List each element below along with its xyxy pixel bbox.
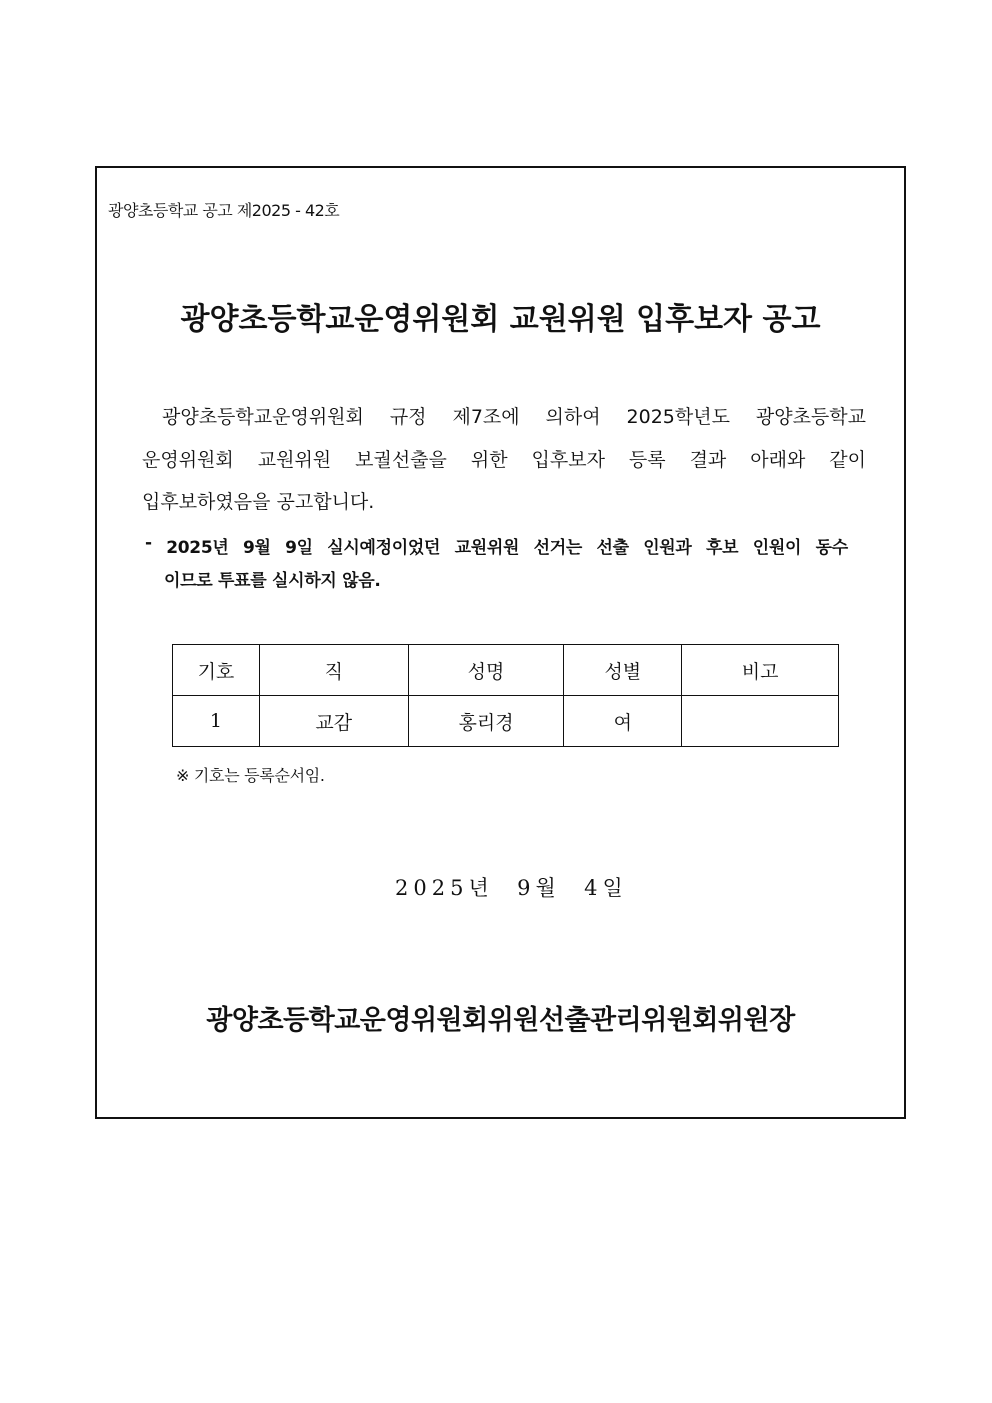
- table-header-row: [173, 645, 839, 696]
- note-word: 동수: [815, 538, 848, 558]
- header-remarks: 비고: [682, 645, 839, 696]
- note-word: -: [145, 533, 152, 553]
- note-word: 선출: [596, 538, 629, 558]
- paragraph-word: 보궐선출을: [355, 449, 447, 471]
- paragraph-word: 의하여: [545, 406, 601, 428]
- note-line-1: [145, 533, 848, 558]
- paragraph-line-3: 입후보하였음을 공고합니다.: [142, 491, 375, 513]
- paragraph-word: 같이: [829, 449, 866, 471]
- note-line-2: 이므로 투표를 실시하지 않음.: [164, 571, 381, 591]
- cell-number: 1: [173, 696, 260, 747]
- note-word: 교원위원: [454, 538, 520, 558]
- header-name: 성명: [408, 645, 564, 696]
- cell-remarks: [682, 696, 839, 747]
- note-word: 선거는: [533, 538, 582, 558]
- paragraph-word: 등록: [628, 449, 666, 471]
- paragraph-word: 교원위원: [257, 449, 332, 471]
- paragraph-word: 입후보자: [531, 449, 605, 471]
- paragraph-word: 제7조에: [452, 406, 520, 428]
- cell-position: 교감: [259, 696, 408, 747]
- paragraph-word: 위한: [470, 449, 508, 471]
- paragraph-line-2: [142, 449, 866, 471]
- header-position: 직: [259, 645, 408, 696]
- footnote: ※ 기호는 등록순서임.: [176, 766, 325, 785]
- paragraph-word: 2025학년도: [626, 406, 730, 428]
- paragraph-word: 아래와: [750, 449, 806, 471]
- table-row: [173, 696, 839, 747]
- note-word: 인원과: [643, 538, 692, 558]
- header-number: 기호: [173, 645, 260, 696]
- page-title: 광양초등학교운영위원회 교원위원 입후보자 공고: [180, 302, 821, 337]
- paragraph-word: 결과: [689, 449, 727, 471]
- note-word: 인원이: [752, 538, 802, 558]
- note-word: 9일: [285, 538, 313, 558]
- note-word: 9월: [242, 538, 271, 558]
- signature: 광양초등학교운영위원회위원선출관리위원회위원장: [206, 1005, 795, 1036]
- paragraph-word: 광양초등학교: [755, 406, 866, 428]
- cell-name: 홍리경: [408, 696, 564, 747]
- paragraph-word: 규정: [389, 406, 427, 428]
- paragraph-word: 운영위원회: [142, 449, 234, 471]
- note-word: 후보: [706, 538, 739, 558]
- candidate-table: [172, 644, 839, 747]
- note-word: 2025년: [166, 538, 229, 558]
- notice-number: 광양초등학교 공고 제2025 - 42호: [108, 201, 340, 220]
- header-gender: 성별: [564, 645, 682, 696]
- notice-date: 2025년 9월 4일: [395, 876, 628, 900]
- paragraph-line-1: [162, 406, 866, 428]
- note-word: 실시예정이었던: [327, 538, 441, 558]
- paragraph-word: 광양초등학교운영위원회: [162, 406, 364, 428]
- cell-gender: 여: [564, 696, 682, 747]
